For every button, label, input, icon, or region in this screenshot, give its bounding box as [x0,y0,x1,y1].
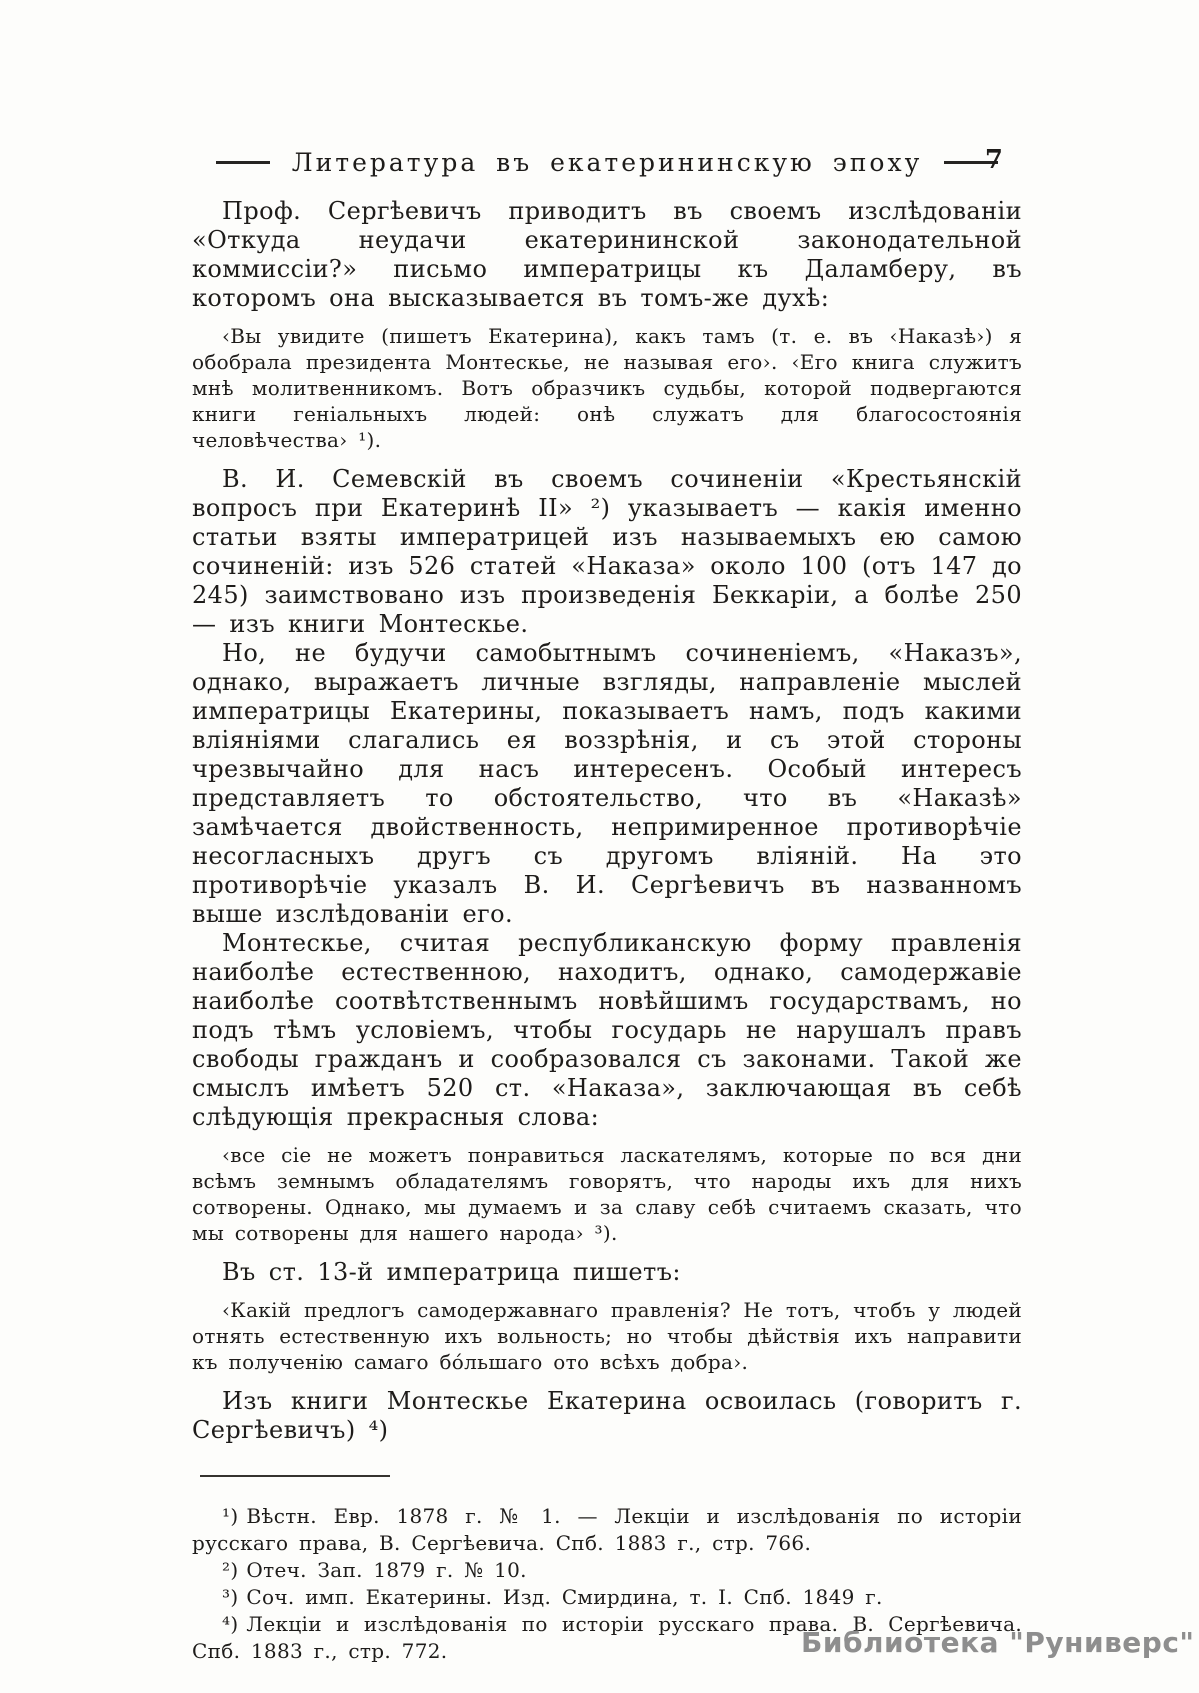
page-title: Литература въ екатерининскую эпоху [291,147,923,177]
footnote-1-marker: ¹) [222,1504,239,1528]
paragraph-article-13-lead: Въ ст. 13-й императрица пишетъ: [222,1258,681,1286]
page-number: 7 [984,145,1004,175]
footnote-2-text: Отеч. Зап. 1879 г. № 10. [246,1558,527,1582]
library-watermark: Библиотека "Руниверс" [801,1626,1195,1659]
paragraph-intro: Проф. Сергѣевичъ приводитъ въ своемъ изслѣдованіи «Откуда неудачи екатерининской законодательной коммиссіи?» письмо императрицы къ Даламберу, въ которомъ она высказывается въ томъ-же духѣ: [192,197,1022,312]
paragraph-closing: Изъ книги Монтескье Екатерина освоилась (говоритъ г. Сергѣевичъ) ⁴) [192,1387,1022,1444]
paragraph-montesquieu: Монтескье, считая республиканскую форму правленія наиболѣе естественною, находитъ, однако, самодержавіе наиболѣе соотвѣтственнымъ новѣйшимъ государствамъ, но подъ тѣмъ условіемъ, чтобы государь не нарушалъ правъ свободы гражданъ и сообразовался съ законами. Такой же смыслъ имѣетъ 520 ст. «Наказа», заключающая въ себѣ слѣдующія прекрасныя слова: [192,929,1022,1131]
footnote-separator [200,1475,390,1477]
footnote-4-text: Лекціи и изслѣдованія по исторіи русскаго права. В. Сергѣевича. Спб. 1883 г., стр. 772. [192,1612,1022,1663]
quote-article-13: ‹Какій предлогъ самодержавнаго правленія? Не тотъ, чтобъ у людей отнять естественную ихъ вольность; но чтобы дѣйствія ихъ направити къ полученію самаго бо́льшаго ото всѣхъ добра›. [192,1298,1022,1374]
header-left-dash [216,161,270,164]
footnote-1-text: Вѣстн. Евр. 1878 г. № 1. — Лекціи и изслѣдованія по исторіи русскаго права, В. Сергѣевича. Спб. 1883 г., стр. 766. [192,1504,1022,1555]
footnote-2-marker: ²) [222,1558,239,1582]
footnote-1 [192,1503,1022,1557]
running-head [192,145,1022,179]
paragraph-semevsky: В. И. Семевскій въ своемъ сочиненіи «Крестьянскій вопросъ при Екатеринѣ II» ²) указываетъ — какія именно статьи взяты императрицей изъ называемыхъ ею самою сочиненій: изъ 526 статей «Наказа» около 100 (отъ 147 до 245) заимствовано изъ произведенія Беккаріи, а болѣе 250 — изъ книги Монтескье. [192,465,1022,638]
footnote-3-text: Соч. имп. Екатерины. Изд. Смирдина, т. I. Спб. 1849 г. [246,1585,883,1609]
footnote-3 [192,1584,1022,1611]
footnote-2 [192,1557,1022,1584]
quote-catherine-letter: ‹Вы увидите (пишетъ Екатерина), какъ тамъ (т. е. въ ‹Наказѣ›) я обобрала президента Монтескье, не называя его›. ‹Его книга служитъ мнѣ молитвенникомъ. Вотъ образчикъ судьбы, которой подвергаются книги геніальныхъ людей: онѣ служатъ для благосостоянія человѣчества› ¹). [192,324,1022,452]
quote-article-520: ‹все сіе не можетъ понравиться ласкателямъ, которые по вся дни всѣмъ земнымъ обладателямъ говорятъ, что народы ихъ для нихъ сотворены. Однако, мы думаемъ и за славу себѣ считаемъ сказать, что мы сотворены для нашего народа› ³). [192,1143,1022,1245]
paragraph-nakaz-character: Но, не будучи самобытнымъ сочиненіемъ, «Наказъ», однако, выражаетъ личные взгляды, направленіе мыслей императрицы Екатерины, показываетъ намъ, подъ какими вліяніями слагались ея воззрѣнія, и съ этой стороны чрезвычайно для насъ интересенъ. Особый интересъ представляетъ то обстоятельство, что въ «Наказѣ» замѣчается двойственность, непримиренное противорѣчіе несогласныхъ другъ съ другомъ вліяній. На это противорѣчіе указалъ В. И. Сергѣевичъ въ названномъ выше изслѣдованіи его. [192,639,1022,928]
footnote-4-marker: ⁴) [222,1612,239,1636]
footnote-3-marker: ³) [222,1585,239,1609]
